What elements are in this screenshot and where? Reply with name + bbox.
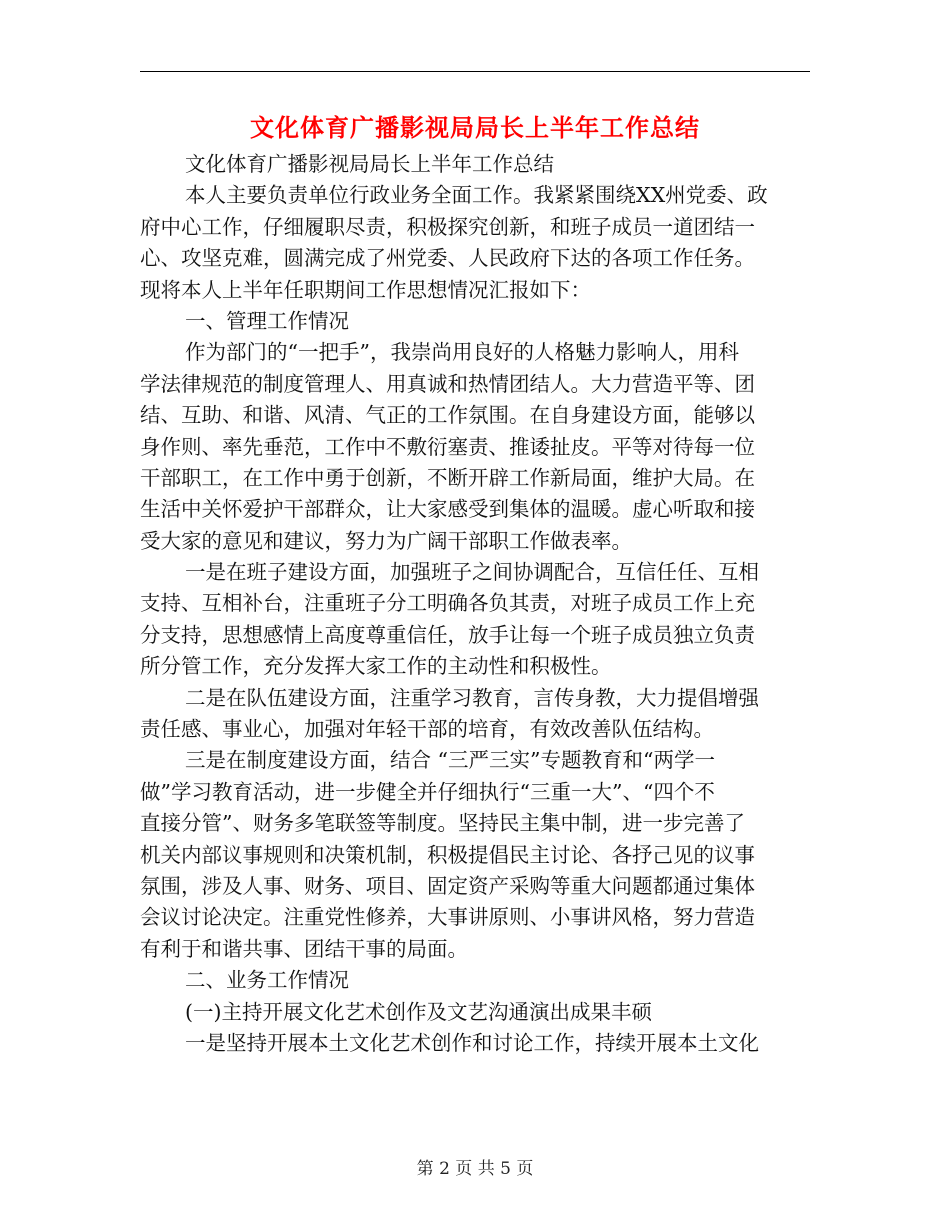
text-line: 分支持，思想感情上高度尊重信任，放手让每一个班子成员独立负责 <box>140 622 755 647</box>
text-line: 会议讨论决定。注重党性修养，大事讲原则、小事讲风格，努力营造 <box>140 905 755 930</box>
text-line: 本人主要负责单位行政业务全面工作。我紧紧围绕XX州党委、政 <box>185 183 768 208</box>
text-line: 生活中关怀爱护干部群众，让大家感受到集体的温暖。虚心听取和接 <box>140 497 755 522</box>
document-body <box>140 149 810 1059</box>
text-line: 一、管理工作情况 <box>185 308 349 333</box>
text-line: 二是在队伍建设方面，注重学习教育，言传身教，大力提倡增强 <box>185 685 759 710</box>
text-line: 直接分管”、财务多笔联签等制度。坚持民主集中制，进一步完善了 <box>140 811 745 836</box>
text-line: 氛围，涉及人事、财务、项目、固定资产采购等重大问题都通过集体 <box>140 873 755 898</box>
text-line: 做”学习教育活动，进一步健全并仔细执行“三重一大”、“四个不 <box>140 779 715 804</box>
text-line: 有利于和谐共事、团结干事的局面。 <box>140 936 468 961</box>
text-line: 学法律规范的制度管理人、用真诚和热情团结人。大力营造平等、团 <box>140 371 755 396</box>
text-line: 三是在制度建设方面，结合 “三严三实”专题教育和“两学一 <box>185 748 715 773</box>
text-line: 二、业务工作情况 <box>185 968 349 993</box>
text-line: 受大家的意见和建议，努力为广阔干部职工作做表率。 <box>140 528 632 553</box>
text-line: 一是在班子建设方面，加强班子之间协调配合，互信任任、互相 <box>185 560 759 585</box>
text-line: 文化体育广播影视局局长上半年工作总结 <box>185 152 554 176</box>
text-line: 府中心工作，仔细履职尽责，积极探究创新，和班子成员一道团结一 <box>140 214 755 239</box>
text-line: 机关内部议事规则和决策机制，积极提倡民主讨论、各抒己见的议事 <box>140 842 755 867</box>
text-line: 现将本人上半年任职期间工作思想情况汇报如下： <box>140 277 591 302</box>
text-line: 身作则、率先垂范，工作中不敷衍塞责、推诿扯皮。平等对待每一位 <box>140 434 755 459</box>
text-line: 支持、互相补台，注重班子分工明确各负其责，对班子成员工作上充 <box>140 591 755 616</box>
page-number: 第 2 页 共 5 页 <box>416 1159 534 1179</box>
header-rule <box>140 71 810 72</box>
text-line: 所分管工作，充分发挥大家工作的主动性和积极性。 <box>140 654 612 679</box>
text-line: 干部职工，在工作中勇于创新，不断开辟工作新局面，维护大局。在 <box>140 465 755 490</box>
text-line: 作为部门的“一把手”，我崇尚用良好的人格魅力影响人，用科 <box>185 340 739 365</box>
document-title: 文化体育广播影视局局长上半年工作总结 <box>250 113 700 142</box>
text-line: 心、攻坚克难，圆满完成了州党委、人民政府下达的各项工作任务。 <box>140 246 755 271</box>
text-line: 责任感、事业心，加强对年轻干部的培育，有效改善队伍结构。 <box>140 717 714 742</box>
text-line: (一)主持开展文化艺术创作及文艺沟通演出成果丰硕 <box>185 999 652 1024</box>
text-line: 结、互助、和谐、风清、气正的工作氛围。在自身建设方面，能够以 <box>140 403 755 428</box>
text-line: 一是坚持开展本土文化艺术创作和讨论工作，持续开展本土文化 <box>185 1030 759 1055</box>
